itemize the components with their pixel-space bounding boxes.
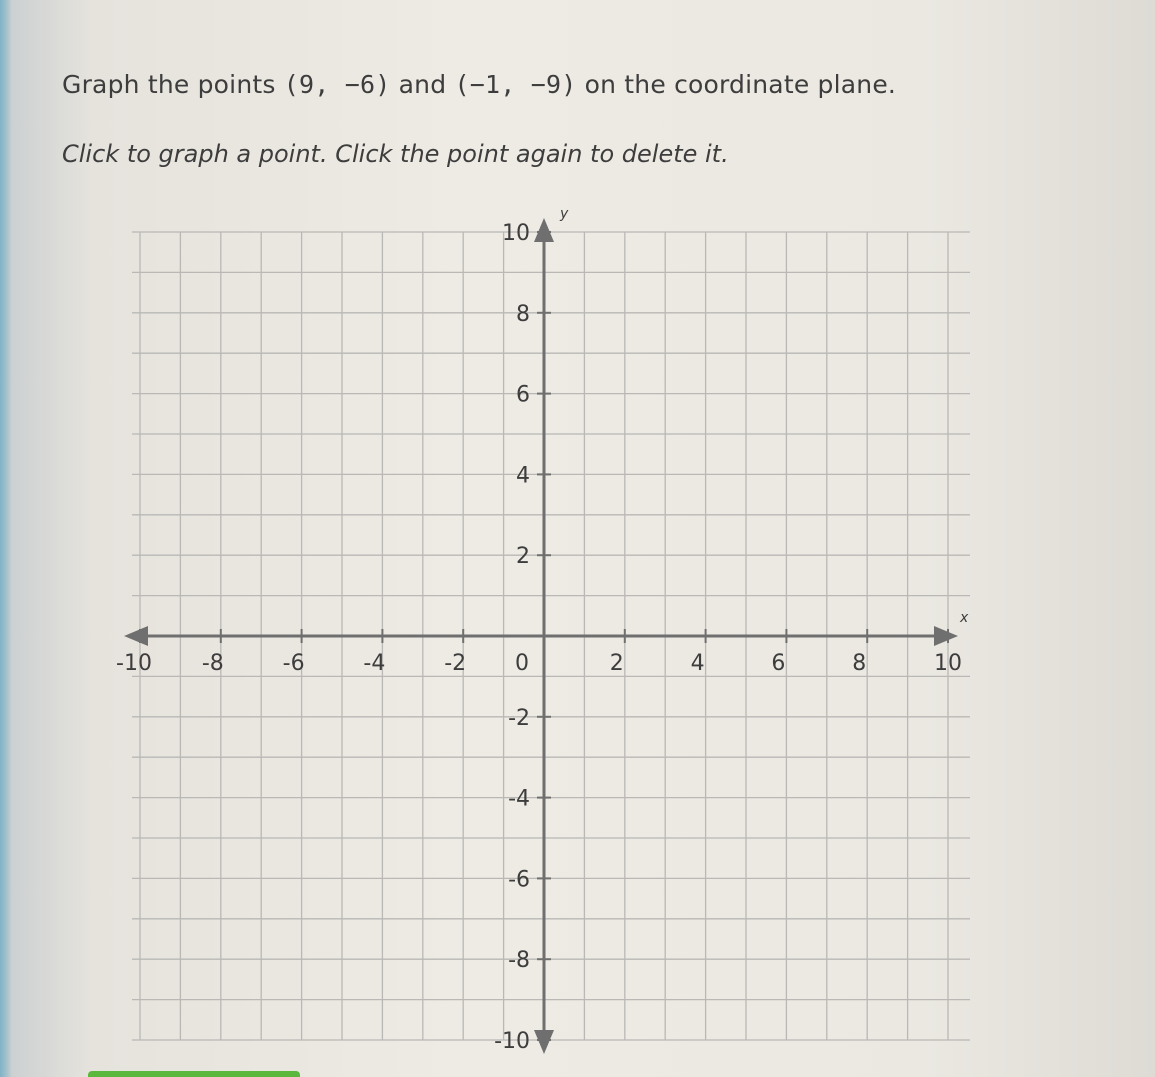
point-2-label: (−1, −9): [454, 70, 577, 99]
prompt-suffix: on the coordinate plane.: [576, 70, 897, 99]
y-tick-label: -10: [494, 1029, 530, 1054]
y-tick-label: -2: [508, 705, 530, 731]
y-tick-label: -8: [508, 948, 530, 974]
point-1-label: (9, −6): [283, 70, 391, 99]
x-tick-label: -10: [116, 651, 152, 676]
prompt-prefix: Graph the points: [62, 70, 284, 99]
y-tick-label: 4: [516, 463, 530, 489]
x-tick-label: 2: [609, 651, 624, 676]
axes: [124, 206, 969, 1054]
instruction-text: Click to graph a point. Click the point again to delete it.: [62, 140, 729, 168]
y-axis-bottom-arrow: [534, 1030, 554, 1054]
y-tick-label: 6: [516, 382, 530, 408]
y-tick-label: -6: [508, 867, 530, 893]
check-button[interactable]: [88, 1071, 300, 1077]
y-tick-label: -4: [508, 786, 530, 812]
x-tick-label: -4: [363, 651, 386, 676]
y-tick-label: 10: [502, 221, 530, 246]
y-axis-top-arrow: [534, 218, 554, 242]
x-tick-label: -8: [201, 651, 224, 676]
x-tick-label: 8: [852, 651, 867, 676]
x-axis-left-arrow: [124, 626, 148, 646]
prompt-middle: and: [390, 70, 455, 99]
x-tick-label: -6: [282, 651, 305, 676]
x-tick-label: 4: [690, 651, 705, 676]
x-tick-label: 0: [515, 651, 529, 676]
y-axis-label: y: [560, 206, 569, 222]
x-axis-label: x: [960, 610, 969, 626]
x-axis-right-arrow: [934, 626, 958, 646]
y-tick-label: 8: [516, 301, 530, 327]
x-tick-label: -2: [444, 651, 467, 676]
y-tick-label: 2: [516, 544, 530, 570]
x-tick-label: 6: [771, 651, 786, 676]
x-tick-label: 10: [934, 651, 962, 676]
